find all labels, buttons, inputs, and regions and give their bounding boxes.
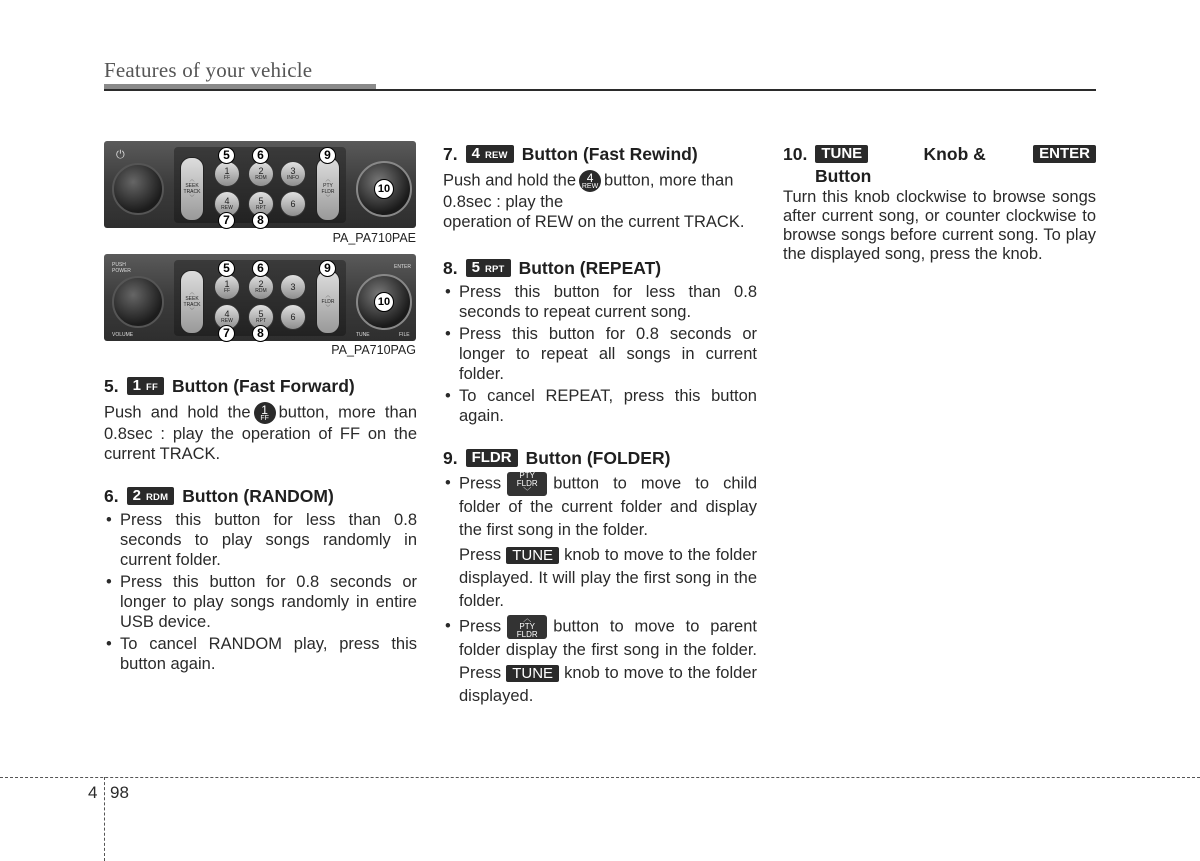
preset-1-ff-button: 1 FF [214,274,240,300]
section-10-body: Turn this knob clockwise to browse songs after current song, or counter clockwise to browse songs before current song. To play the displayed song, press the knob. [783,188,1096,263]
seek-track-button: ︿ SEEK TRACK ﹀ [180,157,204,221]
tune-key-badge: TUNE [815,145,868,163]
list-item: • Press this button for 0.8 seconds or longer to play songs randomly in entire USB device. [104,572,417,632]
rew-button-icon: 4 REW [579,170,601,192]
power-volume-knob [112,163,164,215]
enter-key-badge: ENTER [1033,145,1096,163]
callout-9: 9 [319,147,336,164]
figure-2-caption: PA_PA710PAG [331,343,416,357]
callout-10: 10 [374,179,394,199]
preset-1-ff-button: 1 FF [214,161,240,187]
section-9-list [443,472,757,708]
section-6-list [104,510,417,674]
tune-key-badge: TUNE [506,665,559,682]
volume-label: VOLUME [112,332,134,338]
callout-9: 9 [319,260,336,277]
ff-button-icon: 1 FF [254,402,276,424]
section-5-heading: 5. 1 FF Button (Fast Forward) [104,376,355,396]
list-item: • Press this button for less than 0.8 seconds to repeat current song. [443,282,757,322]
preset-3-info-button: 3 INFO [280,161,306,187]
power-icon: ⏻ [116,149,125,161]
pty-fldr-up-button-icon: ︿ PTY FLDR [507,615,547,639]
section-5-body: Push and hold the 1 FF button, more than 0.8sec : play the operation of FF on the current TRACK. [104,402,417,463]
callout-5: 5 [218,147,235,164]
pty-fldr-down-button-icon: PTY FLDR ﹀ [507,472,547,496]
callout-6: 6 [252,260,269,277]
figure-1-caption: PA_PA710PAE [332,231,416,245]
power-volume-knob [112,276,164,328]
callout-5: 5 [218,260,235,277]
preset-4-rew-button: 4 REW [214,304,240,330]
file-label: FILE [399,332,410,338]
section-9-heading: 9. FLDR Button (FOLDER) [443,448,671,468]
callout-10: 10 [374,292,394,312]
section-6-heading: 6. 2 RDM Button (RANDOM) [104,486,334,506]
list-item: • To cancel RANDOM play, press this button again. [104,634,417,674]
section-10-heading-cont: Button [815,166,872,186]
section-7-heading: 7. 4 REW Button (Fast Rewind) [443,144,698,164]
audio-panel-figure-2 [104,254,416,341]
page-number: 98 [110,783,129,802]
section-7-body: Push and hold the 4 REW button, more than 0.8sec : play the operation of REW on the current TRACK. [443,170,745,231]
footer-divider [0,777,1200,778]
pty-folder-button: ︿ PTY FLDR ﹀ [316,157,340,221]
column-3 [783,142,1096,264]
audio-panel-figure-1 [104,141,416,228]
section-8-heading: 8. 5 RPT Button (REPEAT) [443,258,662,278]
ff-key-badge: 1 FF [127,377,164,395]
list-item: • Press this button for 0.8 seconds or longer to repeat all songs in current folder. [443,324,757,384]
list-item: • Press this button for less than 0.8 seconds to play songs randomly in current folder. [104,510,417,570]
preset-6-button: 6 [280,304,306,330]
header-rule [104,89,1096,91]
footer-vertical-divider [104,777,105,861]
callout-8: 8 [252,212,269,229]
callout-6: 6 [252,147,269,164]
rpt-key-badge: 5 RPT [466,259,511,277]
list-item: • To cancel REPEAT, press this button again. [443,386,757,426]
preset-4-rew-button: 4 REW [214,191,240,217]
tune-key-badge: TUNE [506,547,559,564]
folder-button: ︿ FLDR ﹀ [316,270,340,334]
callout-7: 7 [218,325,235,342]
preset-5-rpt-button: 5 RPT [248,304,274,330]
fldr-key-badge: FLDR [466,449,518,467]
list-item: • Press PTY FLDR ﹀ button to move to child folder of the current folder and display the first song in the folder. Press TUNE knob to move to the folder displayed. It will play the first song in the folder. [443,472,757,613]
callout-8: 8 [252,325,269,342]
list-item: • Press ︿ PTY FLDR button to move to parent folder display the first song in the folder. Press TUNE knob to move to the folder displayed. [443,615,757,708]
rdm-key-badge: 2 RDM [127,487,175,505]
preset-5-rpt-button: 5 RPT [248,191,274,217]
rew-key-badge: 4 REW [466,145,514,163]
preset-3-button: 3 [280,274,306,300]
seek-track-button: ︿ SEEK TRACK ﹀ [180,270,204,334]
preset-2-rdm-button: 2 RDM [248,274,274,300]
chapter-number: 4 [88,783,98,802]
callout-7: 7 [218,212,235,229]
page-header-title: Features of your vehicle [104,58,313,82]
column-1 [104,374,417,676]
enter-label: ENTER [394,264,411,270]
tune-label: TUNE [356,332,370,338]
preset-2-rdm-button: 2 RDM [248,161,274,187]
column-2 [443,142,757,710]
section-10-heading: 10. TUNE Knob & ENTER [783,142,1096,166]
section-8-list [443,282,757,426]
push-power-label: PUSH POWER [112,262,131,274]
preset-6-button: 6 [280,191,306,217]
